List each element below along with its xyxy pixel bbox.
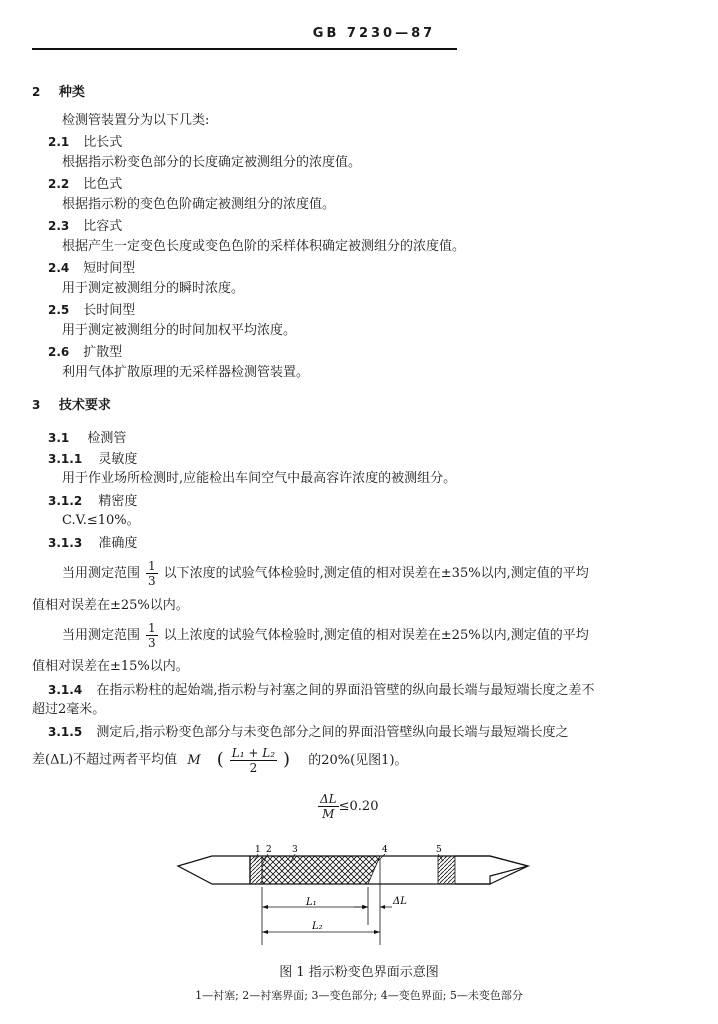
accuracy-paragraph-1	[62, 558, 589, 590]
part-label-3: 3	[292, 845, 298, 855]
dim-label-L1: L₁	[306, 897, 317, 908]
clause-number: 3.1	[48, 431, 70, 445]
clause-number: 2.6	[48, 345, 70, 359]
figure-1-tube-diagram	[0, 835, 718, 985]
clause-number: 3.1.5	[48, 725, 83, 739]
tube-right-tip	[455, 856, 528, 884]
text-run: 当用测定范围	[62, 566, 141, 581]
clause-number: 2.5	[48, 303, 70, 317]
section-title: 技术要求	[58, 398, 111, 413]
clause-2-4-desc: 用于测定被测组分的瞬时浓度。	[62, 281, 245, 296]
accuracy-paragraph-2-cont: 值相对误差在±15%以内。	[32, 659, 189, 674]
fraction-denominator: 3	[148, 636, 156, 650]
clause-title: 比色式	[83, 177, 123, 192]
clause-3-1-2-desc: C.V.≤10%。	[62, 513, 140, 528]
symbol-M: M	[187, 752, 201, 768]
clause-2-3	[48, 218, 122, 235]
clause-number: 2.4	[48, 261, 70, 275]
clause-title: 比长式	[83, 135, 123, 150]
text-run: 以上浓度的试验气体检验时,测定值的相对误差在±25%以内,测定值的平均	[163, 628, 589, 643]
section-2-intro: 检测管装置分为以下几类:	[62, 113, 210, 128]
fraction-denominator: 3	[148, 574, 156, 588]
clause-3-1-4-cont: 超过2毫米。	[32, 702, 106, 717]
page-header: GB 7230—87	[312, 26, 436, 41]
clause-title: 灵敏度	[98, 452, 138, 467]
fraction-numerator: 1	[148, 621, 156, 635]
clause-number: 3.1.2	[48, 494, 83, 508]
clause-3-1-2	[48, 493, 137, 510]
clause-3-1-5-cont	[32, 744, 408, 777]
fraction-numerator: L₁ + L₂	[231, 745, 276, 760]
clause-number: 2.2	[48, 177, 70, 191]
text-run: 的20%(见图1)。	[308, 752, 408, 768]
clause-title: 检测管	[87, 431, 127, 446]
part-label-4: 4	[382, 845, 388, 855]
plug-region	[250, 856, 262, 884]
clause-2-6	[48, 344, 122, 361]
paren-close: )	[283, 749, 291, 770]
clause-number: 2.1	[48, 135, 70, 149]
clause-3-1-1	[48, 451, 137, 468]
part-label-1: 1	[255, 845, 261, 855]
clause-3-1-1-desc: 用于作业场所检测时,应能检出车间空气中最高容许浓度的被测组分。	[62, 471, 457, 486]
part-label-2: 2	[266, 845, 272, 855]
clause-number: 3.1.3	[48, 536, 83, 550]
text-run: 以下浓度的试验气体检验时,测定值的相对误差在±35%以内,测定值的平均	[163, 566, 589, 581]
clause-title: 扩散型	[83, 345, 123, 360]
clause-number: 3.1.1	[48, 452, 83, 466]
clause-title: 比容式	[83, 219, 123, 234]
clause-2-3-desc: 根据产生一定变色长度或变色色阶的采样体积确定被测组分的浓度值。	[62, 239, 466, 254]
clause-number: 2.3	[48, 219, 70, 233]
clause-2-1-desc: 根据指示粉变色部分的长度确定被测组分的浓度值。	[62, 155, 362, 170]
clause-3-1-3	[48, 535, 137, 552]
clause-title: 短时间型	[83, 261, 136, 276]
clause-2-6-desc: 利用气体扩散原理的无采样器检测管装置。	[62, 365, 310, 380]
clause-2-5-desc: 用于测定被测组分的时间加权平均浓度。	[62, 323, 297, 338]
clause-2-2-desc: 根据指示粉的变色色阶确定被测组分的浓度值。	[62, 197, 336, 212]
clause-3-1-4	[48, 682, 594, 699]
clause-text: 在指示粉柱的起始端,指示粉与衬塞之间的界面沿管壁的纵向最长端与最短端长度之差不	[96, 683, 595, 698]
clause-number: 3.1.4	[48, 683, 83, 697]
end-plug-region	[438, 856, 455, 884]
fraction-numerator: 1	[148, 559, 156, 573]
accuracy-paragraph-1-cont: 值相对误差在±25%以内。	[32, 598, 189, 613]
formula-numerator: ΔL	[320, 792, 337, 806]
clause-title: 准确度	[98, 536, 138, 551]
fraction-one-third	[146, 559, 158, 588]
figure-legend: 1—衬塞; 2—衬塞界面; 3—变色部分; 4—变色界面; 5—未变色部分	[195, 989, 523, 1002]
accuracy-paragraph-2	[62, 620, 589, 652]
paren-open: (	[216, 749, 224, 770]
dim-label-L2: L₂	[312, 921, 323, 932]
clause-2-1	[48, 134, 122, 151]
formula-fraction	[318, 792, 339, 821]
discolored-region	[262, 856, 380, 884]
fraction-one-third	[146, 621, 158, 650]
formula-denominator: M	[322, 807, 335, 821]
clause-3-1	[48, 430, 126, 447]
clause-title: 长时间型	[83, 303, 136, 318]
section-3-heading	[32, 397, 111, 414]
clause-title: 精密度	[98, 494, 138, 509]
formula-relation: ≤0.20	[338, 799, 379, 814]
figure-caption: 图 1 指示粉变色界面示意图	[279, 965, 439, 980]
text-run: 当用测定范围	[62, 628, 141, 643]
clause-2-4	[48, 260, 135, 277]
clause-2-2	[48, 176, 122, 193]
clause-text: 测定后,指示粉变色部分与未变色部分之间的界面沿管壁纵向最长端与最短端长度之	[96, 725, 569, 740]
text-run: 差(ΔL)不超过两者平均值	[32, 752, 178, 768]
fraction-mean	[230, 746, 277, 775]
dim-label-dL: ΔL	[393, 896, 407, 907]
part-label-5: 5	[436, 845, 442, 855]
clause-3-1-5	[48, 724, 568, 741]
tube-left-tip	[178, 856, 250, 884]
section-number: 2	[32, 85, 41, 99]
clause-2-5	[48, 302, 135, 319]
header-rule	[32, 48, 457, 50]
section-2-heading	[32, 84, 85, 101]
formula	[318, 792, 378, 821]
section-title: 种类	[58, 85, 85, 100]
section-number: 3	[32, 398, 41, 412]
fraction-denominator: 2	[249, 760, 258, 775]
